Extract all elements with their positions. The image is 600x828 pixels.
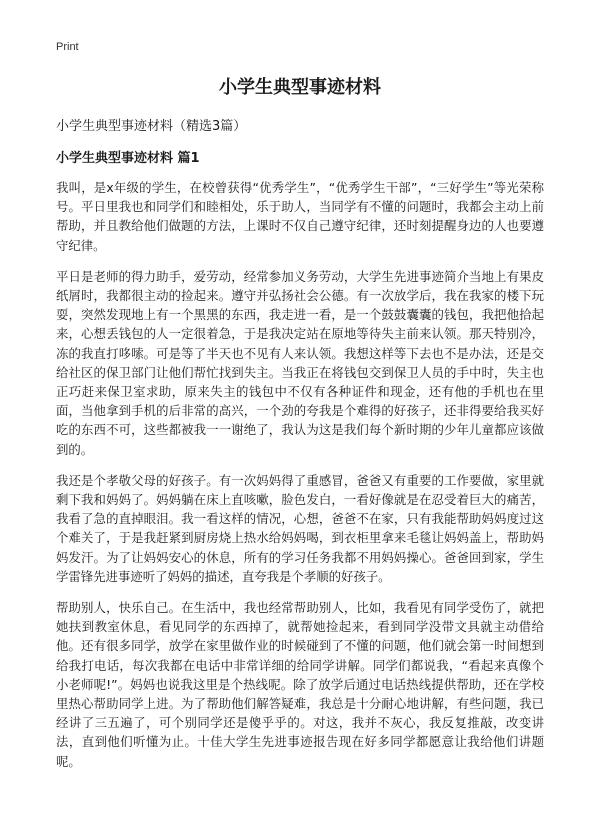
document-title: 小学生典型事迹材料 [219,77,381,98]
paragraph-1: 我叫，是x年级的学生，在校曾获得“优秀学生”，“优秀学生干部”，“三好学生”等光荣称号。平日里我也和同学们和睦相处，乐于助人，当同学有不懂的问题时，我都会主动上前帮助，并且教给他们做题的方法，上课时不仅自己遵守纪律，还时刻提醒身边的人也要遵守纪律。 [56,180,544,253]
section-heading: 小学生典型事迹材料 篇1 [56,151,200,166]
paragraph-2: 平日是老师的得力助手，爱劳动，经常参加义务劳动，大学生先进事迹简介当地上有果皮纸屑时，我都很主动的捡起来。遵守并弘扬社会公德。有一次放学后，我在我家的楼下玩耍，突然发现地上有一个黑黑的东西，我走进一看，是一个鼓鼓囊囊的钱包，我把他拾起来，心想丢钱包的人一定很着急，于是我决定站在原地等待失主前来认领。那天特别冷，冻的我直打哆嗦。可是等了半天也不见有人来认领。我想这样等下去也不是办法，还是交给社区的保卫部门让他们帮忙找到失主。当我正在将钱包交到保卫人员的手中时，失主也正巧赶来保卫室求助，原来失主的钱包中不仅有各种证件和现金，还有他的手机也在里面，当他拿到手机的后非常的高兴，一个劲的夸我是个难得的好孩子，还非得要给我买好吃的东西不可，这些都被我一一谢绝了，我认为这是我们每个新时期的少年儿童都应该做到的。 [56,268,544,457]
print-label: Print [56,41,79,53]
paragraph-4: 帮助别人，快乐自己。在生活中，我也经常帮助别人，比如，我看见有同学受伤了，就把她扶到教室休息，看见同学的东西掉了，就帮她捡起来，看到同学没带文具就主动借给他。还有很多同学，放学在家里做作业的时候碰到了不懂的问题，他们就会第一时间想到给我打电话，每次我都在电话中非常详细的给同学讲解。同学们都说我，“看起来真像个小老师呢!”。妈妈也说我这里是个热线呢。除了放学后通过电话热线提供帮助，还在学校里热心帮助同学上进。为了帮助他们解答疑难，我总是十分耐心地讲解，有些问题，我已经讲了三五遍了，可个别同学还是傻乎乎的。对这，我并不灰心，我反复推敲，改变讲法，直到他们听懂为止。十佳大学生先进事迹报告现在好多同学都愿意让我给他们讲题呢。 [56,600,544,769]
document-subtitle: 小学生典型事迹材料（精选3篇） [56,119,247,134]
paragraph-3: 我还是个孝敬父母的好孩子。有一次妈妈得了重感冒，爸爸又有重要的工作要做，家里就剩下我和妈妈了。妈妈躺在床上直咳嗽，脸色发白，一看好像就是在忍受着巨大的痛苦，我看了急的直掉眼泪。我一看这样的情况，心想，爸爸不在家，只有我能帮助妈妈度过这个难关了，于是我赶紧到厨房烧上热水给妈妈喝，到衣柜里拿来毛毯让妈妈盖上，帮助妈妈发汗。为了让妈妈安心的休息，所有的学习任务我都不用妈妈操心。爸爸回到家，学生学雷锋先进事迹听了妈妈的描述，直夸我是个孝顺的好孩子。 [56,472,544,584]
